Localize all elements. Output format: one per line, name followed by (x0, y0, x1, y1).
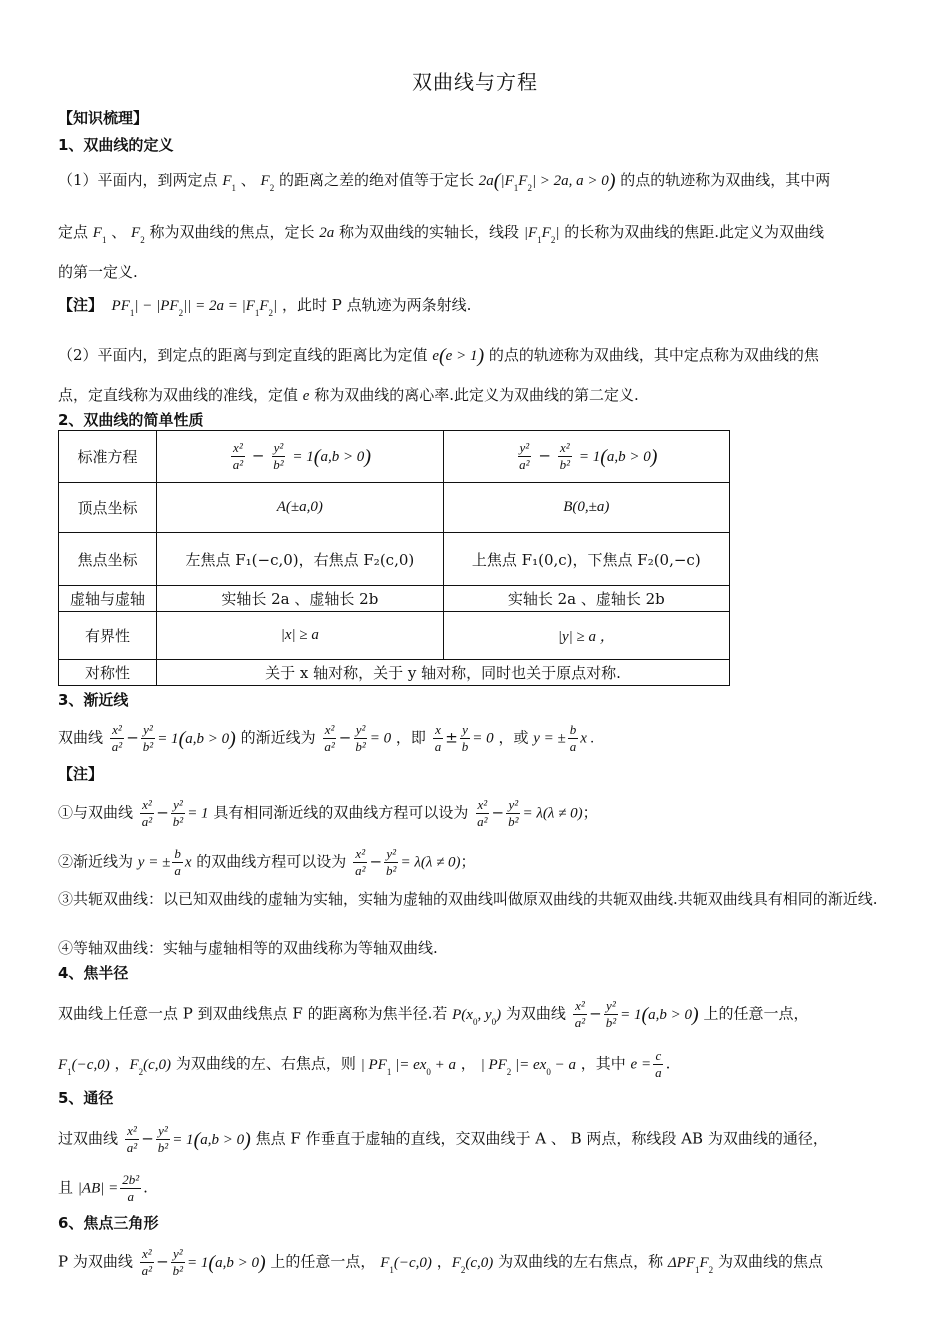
note-1: ①与双曲线 $\frac{\text{x²}}{\text{a²}}$ − $\frac{\text{y²}}{\text{b²}}$ = 1 具有相同渐近线的双曲线方程可以设为 $\frac{\text{x²}}{\text{a²}}$ − $\frac{\text{y²}}{\text{b²}}$ = λ(λ ≠ 0)； (58, 797, 598, 829)
row-label: 顶点坐标 (59, 483, 157, 533)
row-label: 焦点坐标 (59, 533, 157, 586)
focal-triangle-line1: P 为双曲线 $\frac{\text{x²}}{\text{a²}}$ − $\frac{\text{y²}}{\text{b²}}$ = 1(a,b > 0) 上的任意一点， $F_1(-c,0)$ ，$F_2(c,0)$ 为双曲线的左右焦点，称 $\Delta PF_1F_2$ 为双曲线的焦点 (58, 1246, 823, 1278)
standard-equation-vertical: $\frac{\text{y²}}{\text{a²}}$ − $\frac{\text{x²}}{\text{b²}}$ = 1(a,b > 0) (443, 431, 729, 483)
heading-latus-rectum: 5、通径 (58, 1089, 114, 1107)
row-label: 有界性 (59, 612, 157, 660)
table-cell: A(±a,0) (157, 483, 444, 533)
table-row (59, 586, 730, 612)
properties-table (58, 430, 730, 686)
row-label: 标准方程 (59, 431, 157, 483)
section-knowledge: 【知识梳理】 (58, 109, 149, 127)
table-cell: 关于 x 轴对称，关于 y 轴对称，同时也关于原点对称. (157, 660, 730, 686)
def1-line1: （1）平面内，到两定点 $F_1$ 、 $F_2$ 的距离之差的绝对值等于定长 $2a(|F_1F_2| > 2a$, a > 0) 的点的轨迹称为双曲线，其中两 (58, 170, 831, 193)
def1-note: 【注】 $PF_1| - |PF_2|| = 2a = |F_1F_2|$ ，此时 P 点轨迹为两条射线. (58, 296, 472, 318)
note-2: ②渐近线为 y = ± $\frac{b}{a}$ x 的双曲线方程可以设为 $\frac{\text{x²}}{\text{a²}}$ − $\frac{\text{y²}}{\text{b²}}$ = λ(λ ≠ 0)； (58, 846, 476, 878)
page-title: 双曲线与方程 (412, 70, 538, 94)
table-cell: B(0,±a) (443, 483, 729, 533)
def2-line2: 点，定直线称为双曲线的准线，定值 e 称为双曲线的离心率.此定义为双曲线的第二定义. (58, 386, 639, 404)
table-row (59, 431, 730, 483)
def1-line3: 的第一定义. (58, 263, 138, 281)
heading-asymptotes: 3、渐近线 (58, 691, 129, 709)
table-cell: 实轴长 2a 、虚轴长 2b (443, 586, 729, 612)
focal-radius-line1: 双曲线上任意一点 P 到双曲线焦点 F 的距离称为焦半径.若 $P(x_0$, $y_0$) 为双曲线 $\frac{\text{x²}}{\text{a²}}$ − $\frac{\text{y²}}{\text{b²}}$ = 1(a,b > 0) 上的任意一点， (58, 998, 809, 1030)
table-row (59, 533, 730, 586)
heading-definition: 1、双曲线的定义 (58, 136, 174, 154)
asymptote-note-label: 【注】 (58, 765, 104, 783)
note-4: ④等轴双曲线：实轴与虚轴相等的双曲线称为等轴双曲线. (58, 939, 438, 957)
table-row (59, 612, 730, 660)
table-row (59, 483, 730, 533)
focal-radius-line2: $F_1(-c,0)$ ，$F_2(c,0)$ 为双曲线的左、右焦点，则 | $PF_1$ |= $ex_0 + a$ ， | $PF_2$ |= $ex_0 - a$ ，其中 e = $\frac{c}{a}$ . (58, 1048, 671, 1080)
asymptote-line: 双曲线 $\frac{\text{x²}}{\text{a²}}$ − $\frac{\text{y²}}{\text{b²}}$ = 1(a,b > 0) 的渐近线为 $\frac{\text{x²}}{\text{a²}}$ − $\frac{\text{y²}}{\text{b²}}$ = 0 ，即 $\frac{x}{a}$ ± $\frac{y}{b}$ = 0 ，或 y = ± $\frac{b}{a}$ x . (58, 722, 595, 754)
note-3: ③共轭双曲线：以已知双曲线的虚轴为实轴，实轴为虚轴的双曲线叫做原双曲线的共轭双曲线.共轭双曲线具有相同的渐近线. (58, 890, 878, 908)
def2-line1: （2）平面内，到定点的距离与到定直线的距离比为定值 e(e > 1) 的点的轨迹称为双曲线，其中定点称为双曲线的焦 (58, 345, 819, 367)
row-label: 虚轴与虚轴 (59, 586, 157, 612)
standard-equation-horizontal: $\frac{\text{x²}}{\text{a²}}$ − $\frac{\text{y²}}{\text{b²}}$ = 1(a,b > 0) (157, 431, 444, 483)
latus-rectum-line2: 且 |AB| = $\frac{\text{2b²}}{a}$ . (58, 1172, 148, 1204)
table-cell: 实轴长 2a 、虚轴长 2b (157, 586, 444, 612)
table-cell: |x| ≥ a (157, 612, 444, 660)
table-cell: 上焦点 F₁(0,c)，下焦点 F₂(0,−c) (443, 533, 729, 586)
heading-properties: 2、双曲线的简单性质 (58, 411, 204, 429)
table-cell: 左焦点 F₁(−c,0)，右焦点 F₂(c,0) (157, 533, 444, 586)
heading-focal-triangle: 6、焦点三角形 (58, 1214, 159, 1232)
def1-line2: 定点 $F_1$ 、 $F_2$ 称为双曲线的焦点，定长 2a 称为双曲线的实轴长，线段 $|F_1F_2|$ 的长称为双曲线的焦距.此定义为双曲线 (58, 223, 824, 245)
table-row (59, 660, 730, 686)
table-cell: |y| ≥ a ， (443, 612, 729, 660)
row-label: 对称性 (59, 660, 157, 686)
heading-focal-radius: 4、焦半径 (58, 964, 129, 982)
latus-rectum-line1: 过双曲线 $\frac{\text{x²}}{\text{a²}}$ − $\frac{\text{y²}}{\text{b²}}$ = 1(a,b > 0) 焦点 F 作垂直于虚轴的直线，交双曲线于 A 、 B 两点，称线段 AB 为双曲线的通径， (58, 1123, 828, 1155)
